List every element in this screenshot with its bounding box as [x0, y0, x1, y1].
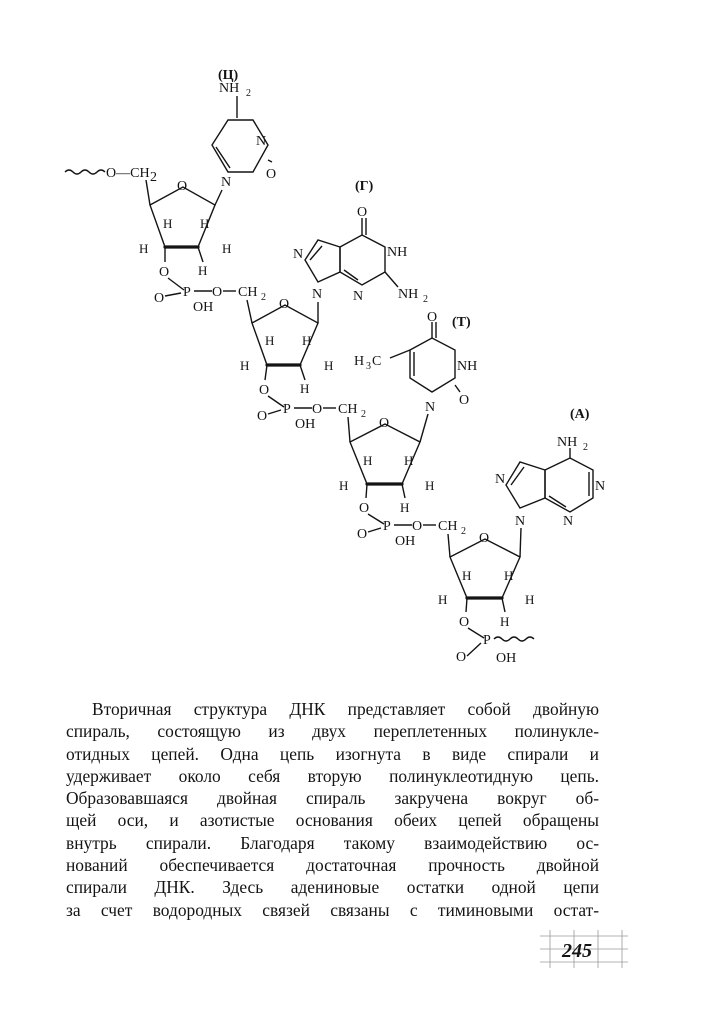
- n-atom: N: [515, 514, 526, 529]
- h-atom: H: [265, 333, 275, 348]
- hydroxyl: OH: [496, 651, 517, 666]
- base-label-cytosine: (Ц): [218, 68, 239, 83]
- phosphorus: P: [483, 633, 491, 648]
- paragraph-line: отидных цепей. Одна цепь изогнута в виде спирали и: [66, 743, 599, 764]
- amino-group: NH: [219, 81, 240, 96]
- h-atom: H: [222, 241, 232, 256]
- deoxyribose-1: [139, 179, 231, 278]
- ester-oxygen: O: [312, 402, 323, 417]
- body-paragraph: [66, 698, 599, 921]
- h-atom: H: [438, 592, 448, 607]
- carbonyl-oxygen: O: [266, 167, 277, 182]
- subscript-2: 2: [583, 442, 588, 453]
- paragraph-line: Вторичная структура ДНК представляет собой двойную: [92, 699, 599, 719]
- amino-group: NH: [557, 435, 578, 450]
- base-label-adenine: (А): [570, 407, 590, 422]
- n-atom: N: [595, 479, 606, 494]
- chain-start-o-ch2: O—CH: [106, 166, 150, 181]
- carbonyl-oxygen: O: [459, 393, 470, 408]
- h-atom: H: [339, 478, 349, 493]
- n-atom: N: [495, 472, 506, 487]
- ester-oxygen: O: [412, 519, 423, 534]
- h-atom: H: [462, 568, 472, 583]
- n-atom: N: [256, 134, 267, 149]
- n-atom: N: [353, 289, 364, 304]
- n-atom: N: [425, 400, 436, 415]
- n-atom: N: [563, 514, 574, 529]
- h-atom: H: [139, 241, 149, 256]
- phosphorus: P: [383, 519, 391, 534]
- chain-start-wavy: [65, 170, 105, 174]
- c-atom: C: [372, 354, 382, 369]
- ring-oxygen: O: [479, 531, 490, 546]
- h-atom: H: [163, 216, 173, 231]
- phosphorus: P: [183, 285, 191, 300]
- h-atom: H: [404, 453, 414, 468]
- h-atom: H: [198, 263, 208, 278]
- base-label-guanine: (Г): [355, 179, 374, 194]
- carbonyl-oxygen: O: [357, 205, 368, 220]
- carbonyl-oxygen: O: [427, 310, 438, 325]
- ch2-group: CH: [238, 285, 258, 300]
- ch2-group: CH: [438, 519, 458, 534]
- phosphate-2: [257, 383, 366, 442]
- ring-oxygen: O: [177, 179, 188, 194]
- phosphoryl-oxygen: O: [456, 650, 467, 665]
- h-atom: H: [240, 358, 250, 373]
- subscript-2: 2: [361, 409, 366, 420]
- adenine-ring: [495, 435, 605, 557]
- guanine-ring: [293, 205, 428, 323]
- h-atom: H: [400, 500, 410, 515]
- phosphorus: P: [283, 402, 291, 417]
- paragraph-line: внутрь спирали. Благодаря такому взаимодействию ос-: [66, 832, 599, 853]
- n-atom: N: [293, 247, 304, 262]
- hydroxyl: OH: [295, 417, 316, 432]
- h-atom: H: [200, 216, 210, 231]
- phosphoryl-oxygen: O: [257, 409, 268, 424]
- h-atom: H: [525, 592, 535, 607]
- h-atom: H: [363, 453, 373, 468]
- n-atom: N: [312, 287, 323, 302]
- page-number-box: [540, 930, 628, 968]
- deoxyribose-3: [339, 416, 434, 515]
- subscript-2: 2: [461, 526, 466, 537]
- paragraph-line: удерживает около себя вторую полинуклеотидную цепь.: [66, 765, 599, 786]
- paragraph-line: спирали ДНК. Здесь адениновые остатки одной цепи: [66, 877, 599, 898]
- h-atom: H: [425, 478, 435, 493]
- nh-group: NH: [457, 359, 478, 374]
- paragraph-line: Образовавшаяся двойная спираль закручена вокруг об-: [66, 788, 599, 809]
- ester-oxygen: O: [159, 265, 170, 280]
- paragraph-line: нований обеспечивается достаточная прочность двойной: [66, 855, 599, 876]
- ester-oxygen: O: [212, 285, 223, 300]
- h-atom: H: [504, 568, 514, 583]
- paragraph-line: щей оси, и азотистые основания обеих цепей обращены: [66, 810, 599, 831]
- subscript-2: 2: [423, 294, 428, 305]
- phosphate-1: [154, 265, 266, 323]
- nh-group: NH: [387, 245, 408, 260]
- ch2-group: CH: [338, 402, 358, 417]
- ester-oxygen: O: [259, 383, 270, 398]
- subscript-2: 2: [261, 292, 266, 303]
- methyl-group: H: [354, 354, 365, 369]
- h-atom: H: [300, 381, 310, 396]
- phosphoryl-oxygen: O: [154, 291, 165, 306]
- hydroxyl: OH: [193, 300, 214, 315]
- deoxyribose-2: [240, 297, 333, 396]
- ester-oxygen: O: [359, 501, 370, 516]
- paragraph-line: спираль, состоящую из двух переплетенных полинукле-: [66, 721, 599, 742]
- ring-oxygen: O: [379, 416, 390, 431]
- cytosine-ring: [212, 81, 276, 205]
- paragraph-line: за счет водородных связей связаны с тиминовыми остат-: [66, 899, 599, 920]
- phosphoryl-oxygen: O: [357, 527, 368, 542]
- subscript-2: 2: [150, 170, 157, 185]
- chain-end-wavy: [494, 637, 534, 641]
- page-number: 245: [562, 940, 592, 962]
- phosphate-3: [357, 501, 466, 557]
- phosphate-4: [456, 615, 534, 666]
- hydroxyl: OH: [395, 534, 416, 549]
- ester-oxygen: O: [459, 615, 470, 630]
- amino-group: NH: [398, 287, 419, 302]
- ring-oxygen: O: [279, 297, 290, 312]
- h-atom: H: [324, 358, 334, 373]
- base-label-thymine: (Т): [452, 315, 471, 330]
- n-atom: N: [221, 175, 232, 190]
- subscript-2: 2: [246, 88, 251, 99]
- h-atom: H: [302, 333, 312, 348]
- subscript-3: 3: [366, 361, 371, 372]
- h-atom: H: [500, 614, 510, 629]
